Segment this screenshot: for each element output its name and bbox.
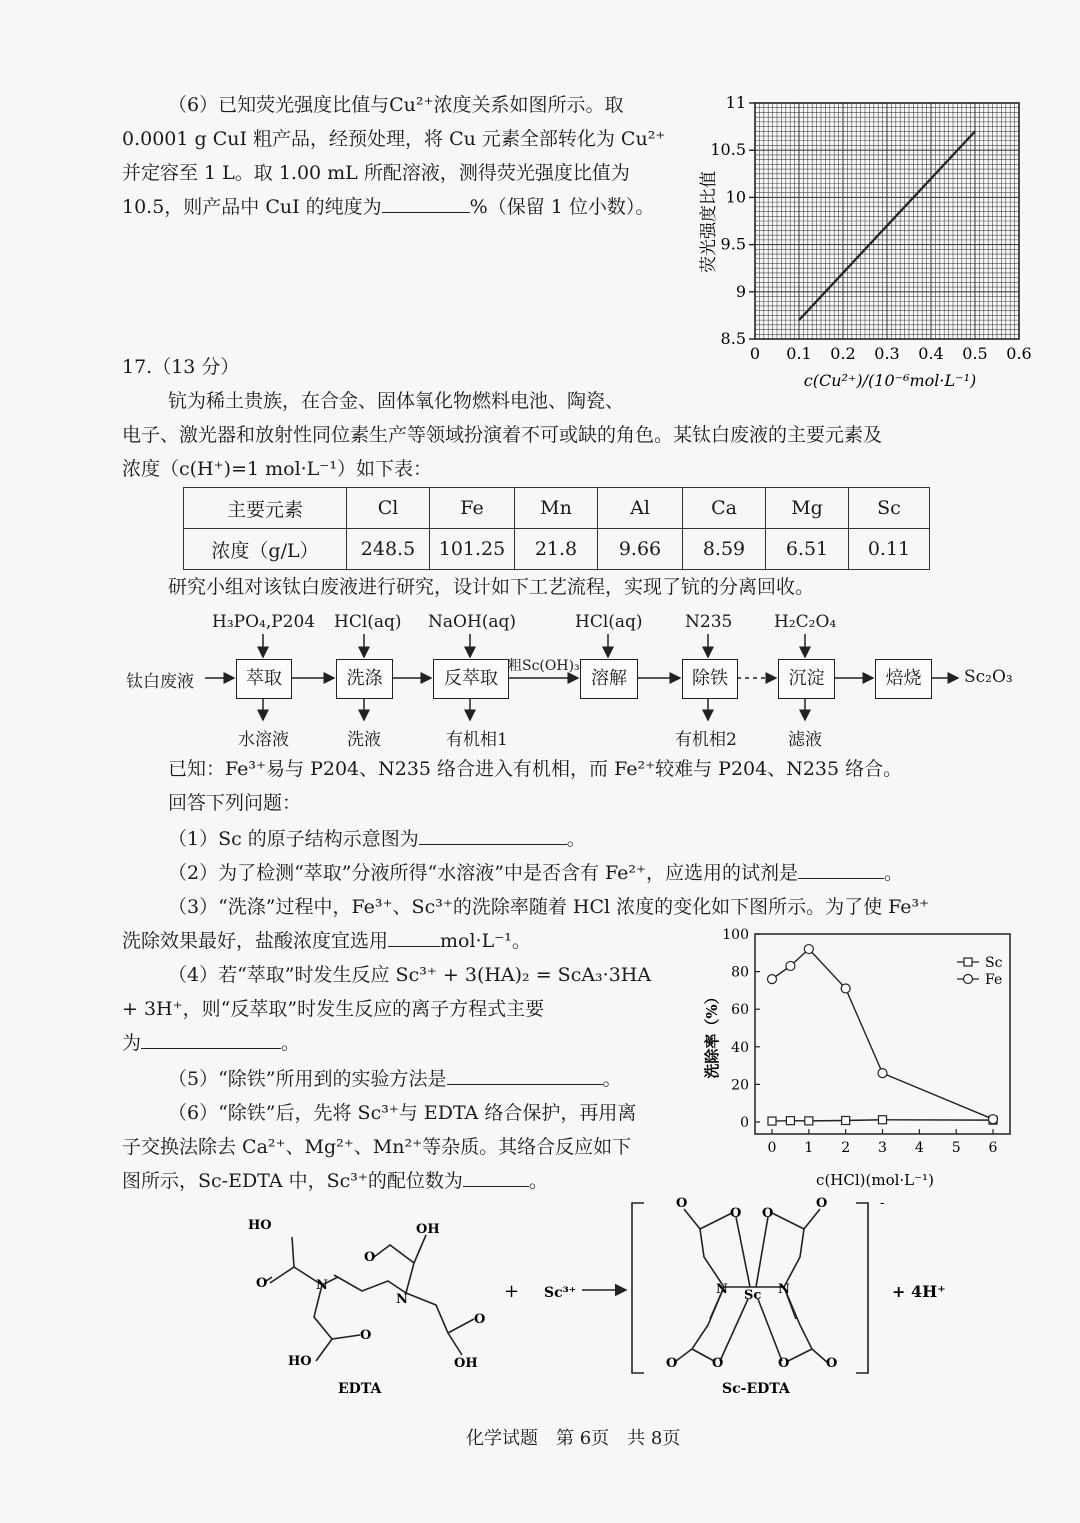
question-3b [122, 924, 531, 958]
table-cell: Ca [683, 488, 766, 529]
table-cell: 0.11 [849, 529, 930, 570]
atom-label: N [716, 1282, 728, 1297]
hydrogen-product: + 4H⁺ [892, 1282, 946, 1301]
table-cell: 6.51 [766, 529, 849, 570]
y-tick-label: 9.5 [720, 234, 746, 254]
atom-label: HO [248, 1218, 272, 1233]
fluorescence-chart [690, 90, 1060, 400]
flow-step-back-extraction: 反萃取 [433, 659, 509, 699]
data-point [989, 1115, 998, 1124]
question-4a: （4）若“萃取”时发生反应 Sc³⁺ + 3(HA)₂ = ScA₃·3HA [168, 964, 652, 986]
page-footer: 化学试题 第 6页 共 8页 [466, 1428, 681, 1449]
y-tick-label: 100 [722, 927, 749, 943]
question-6-text: 图所示，Sc-EDTA 中，Sc³⁺的配位数为 [122, 1170, 463, 1192]
atom-label: O [778, 1356, 790, 1371]
sc-ion-label: Sc³⁺ [544, 1285, 577, 1301]
x-tick-label: 0.6 [1006, 344, 1032, 363]
answer-blank[interactable] [419, 822, 567, 845]
reagent-label: N235 [685, 612, 733, 632]
y-tick-label: 60 [731, 1002, 749, 1019]
atom-label: O [256, 1276, 268, 1291]
output-label: 洗液 [347, 730, 381, 750]
question-2-text: （2）为了检测“萃取”分液所得“水溶液”中是否含有 Fe²⁺，应选用的试剂是 [168, 862, 799, 884]
atom-label: Sc [744, 1288, 762, 1303]
q17-heading: 17.（13 分） [122, 356, 240, 378]
question-4c: 为 。 [122, 1026, 300, 1060]
question-4-text: 为 [122, 1032, 142, 1054]
x-tick-label: 5 [951, 1140, 961, 1156]
table-row [184, 529, 930, 570]
edta-reaction-diagram [230, 1195, 970, 1405]
x-tick-label: 0.1 [786, 344, 812, 363]
complex-charge: - [880, 1195, 885, 1211]
answer-blank[interactable] [382, 190, 470, 213]
table-row [184, 488, 930, 529]
q6-line4-text: 10.5，则产品中 CuI 的纯度为 [122, 196, 382, 218]
q6-line1: （6）已知荧光强度比值与Cu²⁺浓度关系如图所示。取 [168, 94, 624, 116]
question-3-text: 洗除效果最好，盐酸浓度宜选用 [122, 930, 389, 952]
concentration-table [183, 487, 930, 570]
atom-label: OH [454, 1356, 478, 1371]
y-axis-label: 洗除率（%） [703, 989, 721, 1079]
y-tick-label: 40 [731, 1039, 749, 1056]
reagent-label: H₂C₂O₄ [774, 612, 837, 632]
plus-sign: + [504, 1281, 520, 1302]
atom-label: O [666, 1356, 678, 1371]
data-point [768, 975, 777, 984]
table-cell: 浓度（g/L） [184, 529, 347, 570]
atom-label: O [364, 1250, 376, 1265]
question-5-text: （5）“除铁”所用到的实验方法是 [168, 1068, 447, 1090]
chart-grid [755, 103, 1019, 339]
data-point [786, 961, 795, 970]
x-tick-label: 0 [767, 1140, 777, 1156]
atom-label: OH [416, 1222, 440, 1237]
atom-label: O [816, 1196, 828, 1211]
flow-step-extraction: 萃取 [236, 659, 292, 699]
table-cell: 21.8 [515, 529, 598, 570]
atom-label: O [762, 1206, 774, 1221]
question-4b: + 3H⁺，则“反萃取”时发生反应的离子方程式主要 [122, 998, 545, 1020]
y-tick-label: 80 [731, 964, 749, 981]
atom-label: O [826, 1356, 838, 1371]
data-point [841, 984, 850, 993]
intro-line2: 电子、激光器和放射性同位素生产等领域扮演着不可或缺的角色。某钛白废液的主要元素及 [122, 424, 883, 446]
q6-line4 [122, 190, 654, 224]
x-tick-label: 6 [988, 1140, 998, 1156]
q6-line3: 并定容至 1 L。取 1.00 mL 所配溶液，测得荧光强度比值为 [122, 162, 630, 184]
table-cell: Sc [849, 488, 930, 529]
data-point [805, 1117, 813, 1125]
table-cell: 101.25 [430, 529, 515, 570]
intermediate-label: 粗Sc(OH)₃ [508, 658, 580, 674]
question-5: （5）“除铁”所用到的实验方法是 。 [168, 1062, 622, 1096]
x-tick-label: 0 [749, 344, 761, 363]
q6-line2: 0.0001 g CuI 粗产品，经预处理，将 Cu 元素全部转化为 Cu²⁺ [122, 128, 666, 150]
question-1: （1）Sc 的原子结构示意图为 。 [168, 822, 586, 856]
q6-line4-tail: %（保留 1 位小数）。 [469, 196, 655, 218]
question-2: （2）为了检测“萃取”分液所得“水溶液”中是否含有 Fe²⁺，应选用的试剂是 。 [168, 856, 903, 890]
table-cell: Cl [347, 488, 430, 529]
atom-label: HO [288, 1354, 312, 1369]
atom-label: O [474, 1312, 486, 1327]
flow-step-dissolution: 溶解 [580, 659, 638, 699]
reagent-label: HCl(aq) [575, 612, 643, 632]
x-tick-label: 0.3 [874, 344, 900, 363]
table-cell: Fe [430, 488, 515, 529]
answer-blank[interactable] [447, 1062, 603, 1085]
y-tick-label: 10.5 [710, 140, 746, 160]
table-cell: 8.59 [683, 529, 766, 570]
flow-step-iron-removal: 除铁 [682, 659, 738, 699]
flow-step-precipitation: 沉淀 [778, 659, 835, 699]
reagent-label: H₃PO₄,P204 [212, 612, 316, 632]
reagent-label: NaOH(aq) [428, 612, 517, 632]
research-text: 研究小组对该钛白废液进行研究，设计如下工艺流程，实现了钪的分离回收。 [168, 576, 815, 598]
product-label: Sc₂O₃ [964, 667, 1013, 687]
legend-label: Sc [985, 955, 1003, 971]
intro-line1: 钪为稀土贵族，在合金、固体氧化物燃料电池、陶瓷、 [168, 390, 625, 412]
question-6c: 图所示，Sc-EDTA 中，Sc³⁺的配位数为 。 [122, 1164, 548, 1198]
data-point [878, 1069, 887, 1078]
x-axis-label: c(HCl)(mol·L⁻¹) [816, 1171, 934, 1189]
table-cell: 248.5 [347, 529, 430, 570]
intro-line3: 浓度（c(H⁺)=1 mol·L⁻¹）如下表： [122, 458, 432, 480]
known-text: 已知：Fe³⁺易与 P204、N235 络合进入有机相，而 Fe²⁺较难与 P204、N235 络合。 [168, 758, 903, 780]
output-label: 有机相2 [675, 730, 737, 750]
x-tick-label: 2 [841, 1140, 851, 1156]
table-cell: 9.66 [598, 529, 683, 570]
flow-step-roasting: 焙烧 [875, 659, 932, 699]
series-line [772, 949, 993, 1119]
x-tick-label: 3 [878, 1140, 887, 1156]
table-cell: 主要元素 [184, 488, 347, 529]
x-tick-label: 4 [914, 1140, 924, 1156]
data-point [768, 1117, 776, 1125]
output-label: 有机相1 [446, 730, 508, 750]
answer-blank[interactable] [141, 1026, 281, 1049]
chart-legend [957, 955, 1003, 988]
x-tick-label: 1 [804, 1140, 814, 1156]
chart-series [768, 945, 998, 1126]
data-point [786, 1117, 794, 1125]
tick-labels [722, 927, 997, 1156]
atom-label: N [396, 1292, 408, 1307]
answer-blank[interactable] [798, 856, 884, 879]
atom-label: O [676, 1196, 688, 1211]
atom-label: O [712, 1356, 724, 1371]
x-tick-label: 0.4 [918, 344, 944, 363]
answer-blank[interactable] [388, 924, 440, 947]
table-cell: Mg [766, 488, 849, 529]
edta-label: EDTA [338, 1381, 382, 1397]
question-6b: 子交换法除去 Ca²⁺、Mg²⁺、Mn²⁺等杂质。其络合反应如下 [122, 1136, 632, 1158]
data-point [842, 1116, 850, 1124]
data-point [879, 1116, 887, 1124]
atom-label: N [316, 1278, 328, 1293]
x-axis-label: c(Cu²⁺)/(10⁻⁶mol·L⁻¹) [803, 371, 977, 390]
y-tick-label: 10 [725, 187, 746, 207]
question-6a: （6）“除铁”后，先将 Sc³⁺与 EDTA 络合保护，再用离 [168, 1102, 637, 1124]
x-tick-label: 0.2 [830, 344, 856, 363]
y-tick-label: 11 [725, 93, 746, 112]
question-1-text: （1）Sc 的原子结构示意图为 [168, 828, 419, 850]
prompt-text: 回答下列问题： [168, 792, 302, 814]
atom-label: O [360, 1328, 372, 1343]
atom-label: O [730, 1206, 742, 1221]
flow-step-washing: 洗涤 [336, 659, 393, 699]
y-axis-label: 荧光强度比值 [699, 171, 719, 273]
sc-edta-label: Sc-EDTA [722, 1381, 790, 1397]
reagent-label: HCl(aq) [334, 612, 402, 632]
y-tick-label: 0 [740, 1115, 749, 1131]
answer-blank[interactable] [463, 1164, 529, 1187]
output-label: 水溶液 [238, 730, 289, 750]
data-point [804, 945, 813, 954]
y-tick-label: 20 [731, 1077, 749, 1094]
question-3a: （3）“洗涤”过程中，Fe³⁺、Sc³⁺的洗除率随着 HCl 浓度的变化如下图所示。为了使 Fe³⁺ [168, 896, 930, 918]
washing-rate-chart [695, 920, 1055, 1195]
x-tick-label: 0.5 [962, 344, 988, 363]
atom-label: N [778, 1282, 790, 1297]
table-cell: Mn [515, 488, 598, 529]
question-3-unit: mol·L⁻¹。 [440, 930, 531, 952]
table-cell: Al [598, 488, 683, 529]
output-label: 滤液 [788, 730, 822, 750]
y-tick-label: 8.5 [720, 329, 746, 348]
y-tick-label: 9 [735, 281, 746, 301]
legend-label: Fe [985, 972, 1003, 988]
flow-start-label: 钛白废液 [126, 672, 194, 692]
